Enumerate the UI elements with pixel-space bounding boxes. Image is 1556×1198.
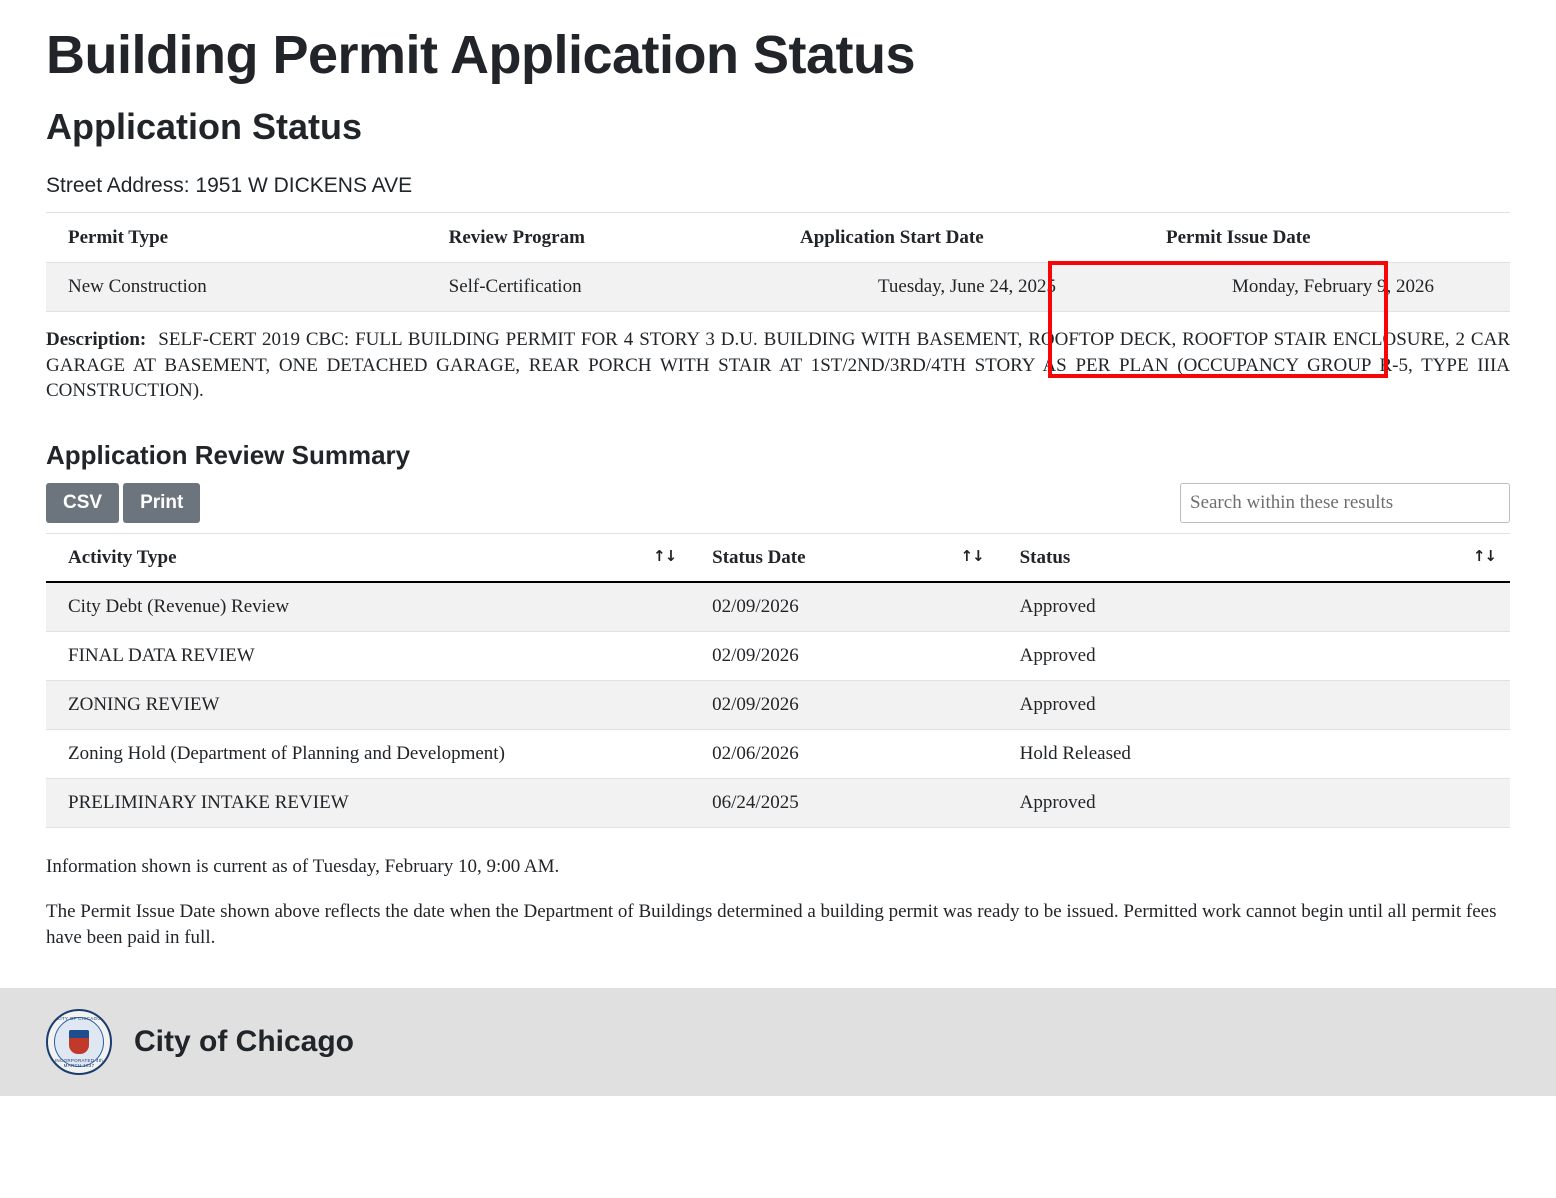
cell-permit-type: New Construction <box>46 263 427 312</box>
column-header-permit-type: Permit Type <box>46 213 427 263</box>
table-row <box>46 631 1510 680</box>
description-text: SELF-CERT 2019 CBC: FULL BUILDING PERMIT FOR 4 STORY 3 D.U. BUILDING WITH BASEMENT, ROOFTOP DECK, ROOFTOP STAIR ENCLOSURE, 2 CAR GARAGE AT BASEMENT, ONE DETACHED GARAGE, REAR PORCH WITH STAIR AT 1ST/2ND/3RD/4TH STORY AS PER PLAN (OCCUPANCY GROUP R-5, TYPE IIIA CONSTRUCTION). <box>46 329 1510 402</box>
cell-activity-type: PRELIMINARY INTAKE REVIEW <box>46 778 690 827</box>
review-summary-title: Application Review Summary <box>46 439 411 470</box>
page-content <box>0 24 1556 952</box>
csv-button[interactable]: CSV <box>46 483 119 523</box>
cell-status: Approved <box>998 582 1510 632</box>
summary-toolbar <box>46 483 1510 523</box>
column-header-permit-issue-date: Permit Issue Date <box>1144 213 1510 263</box>
table-row <box>46 729 1510 778</box>
cell-status-date: 02/06/2026 <box>690 729 997 778</box>
column-label-status: Status <box>1019 546 1071 568</box>
cell-status: Approved <box>998 778 1510 827</box>
summary-header-row <box>46 533 1510 582</box>
column-header-review-program: Review Program <box>427 213 778 263</box>
cell-status: Approved <box>998 680 1510 729</box>
cell-status-date: 02/09/2026 <box>690 680 997 729</box>
column-header-status[interactable] <box>998 533 1510 582</box>
column-header-status-date[interactable] <box>690 533 997 582</box>
table-row <box>46 582 1510 632</box>
current-as-of-note: Information shown is current as of Tuesday, February 10, 9:00 AM. <box>46 855 560 877</box>
column-header-activity-type[interactable] <box>46 533 690 582</box>
city-seal-icon <box>46 1009 112 1075</box>
column-label-activity-type: Activity Type <box>68 546 177 568</box>
cell-review-program: Self-Certification <box>427 263 778 312</box>
street-address: Street Address: 1951 W DICKENS AVE <box>46 174 413 197</box>
footer-label: City of Chicago <box>134 1024 355 1058</box>
cell-activity-type: Zoning Hold (Department of Planning and Development) <box>46 729 690 778</box>
seal-bottom-text: INCORPORATED 4th MARCH 1837 <box>54 1057 104 1068</box>
column-header-application-start-date: Application Start Date <box>778 213 1144 263</box>
cell-permit-issue-date: Monday, February 9, 2026 <box>1144 263 1510 312</box>
cell-activity-type: City Debt (Revenue) Review <box>46 582 690 632</box>
export-button-group <box>46 483 200 523</box>
sort-icon[interactable]: ↑↓ <box>653 546 677 565</box>
print-button[interactable]: Print <box>123 483 200 523</box>
table-row <box>46 680 1510 729</box>
permit-table-header-row <box>46 213 1510 263</box>
cell-status: Hold Released <box>998 729 1510 778</box>
page-footer <box>0 988 1556 1096</box>
sort-icon[interactable]: ↑↓ <box>1472 546 1496 565</box>
table-row <box>46 778 1510 827</box>
cell-activity-type: ZONING REVIEW <box>46 680 690 729</box>
cell-activity-type: FINAL DATA REVIEW <box>46 631 690 680</box>
cell-status-date: 06/24/2025 <box>690 778 997 827</box>
seal-shield <box>69 1030 89 1054</box>
seal-top-text: CITY OF CHICAGO <box>56 1015 102 1021</box>
permit-issue-note: The Permit Issue Date shown above reflects the date when the Department of Buildings determined a building permit was ready to be issued. Permitted work cannot begin until all permit fees have been paid in full. <box>46 900 1497 949</box>
cell-status-date: 02/09/2026 <box>690 631 997 680</box>
description-label: Description: <box>46 329 147 350</box>
sort-icon[interactable]: ↑↓ <box>960 546 984 565</box>
permit-table-row <box>46 263 1510 312</box>
permit-description <box>46 327 1510 404</box>
column-label-status-date: Status Date <box>712 546 806 568</box>
cell-status-date: 02/09/2026 <box>690 582 997 632</box>
review-summary-table <box>46 533 1510 828</box>
permit-summary-table <box>46 212 1510 312</box>
search-input[interactable] <box>1180 483 1510 523</box>
section-title: Application Status <box>46 106 363 147</box>
page-title: Building Permit Application Status <box>46 25 916 85</box>
cell-application-start-date: Tuesday, June 24, 2025 <box>778 263 1144 312</box>
cell-status: Approved <box>998 631 1510 680</box>
